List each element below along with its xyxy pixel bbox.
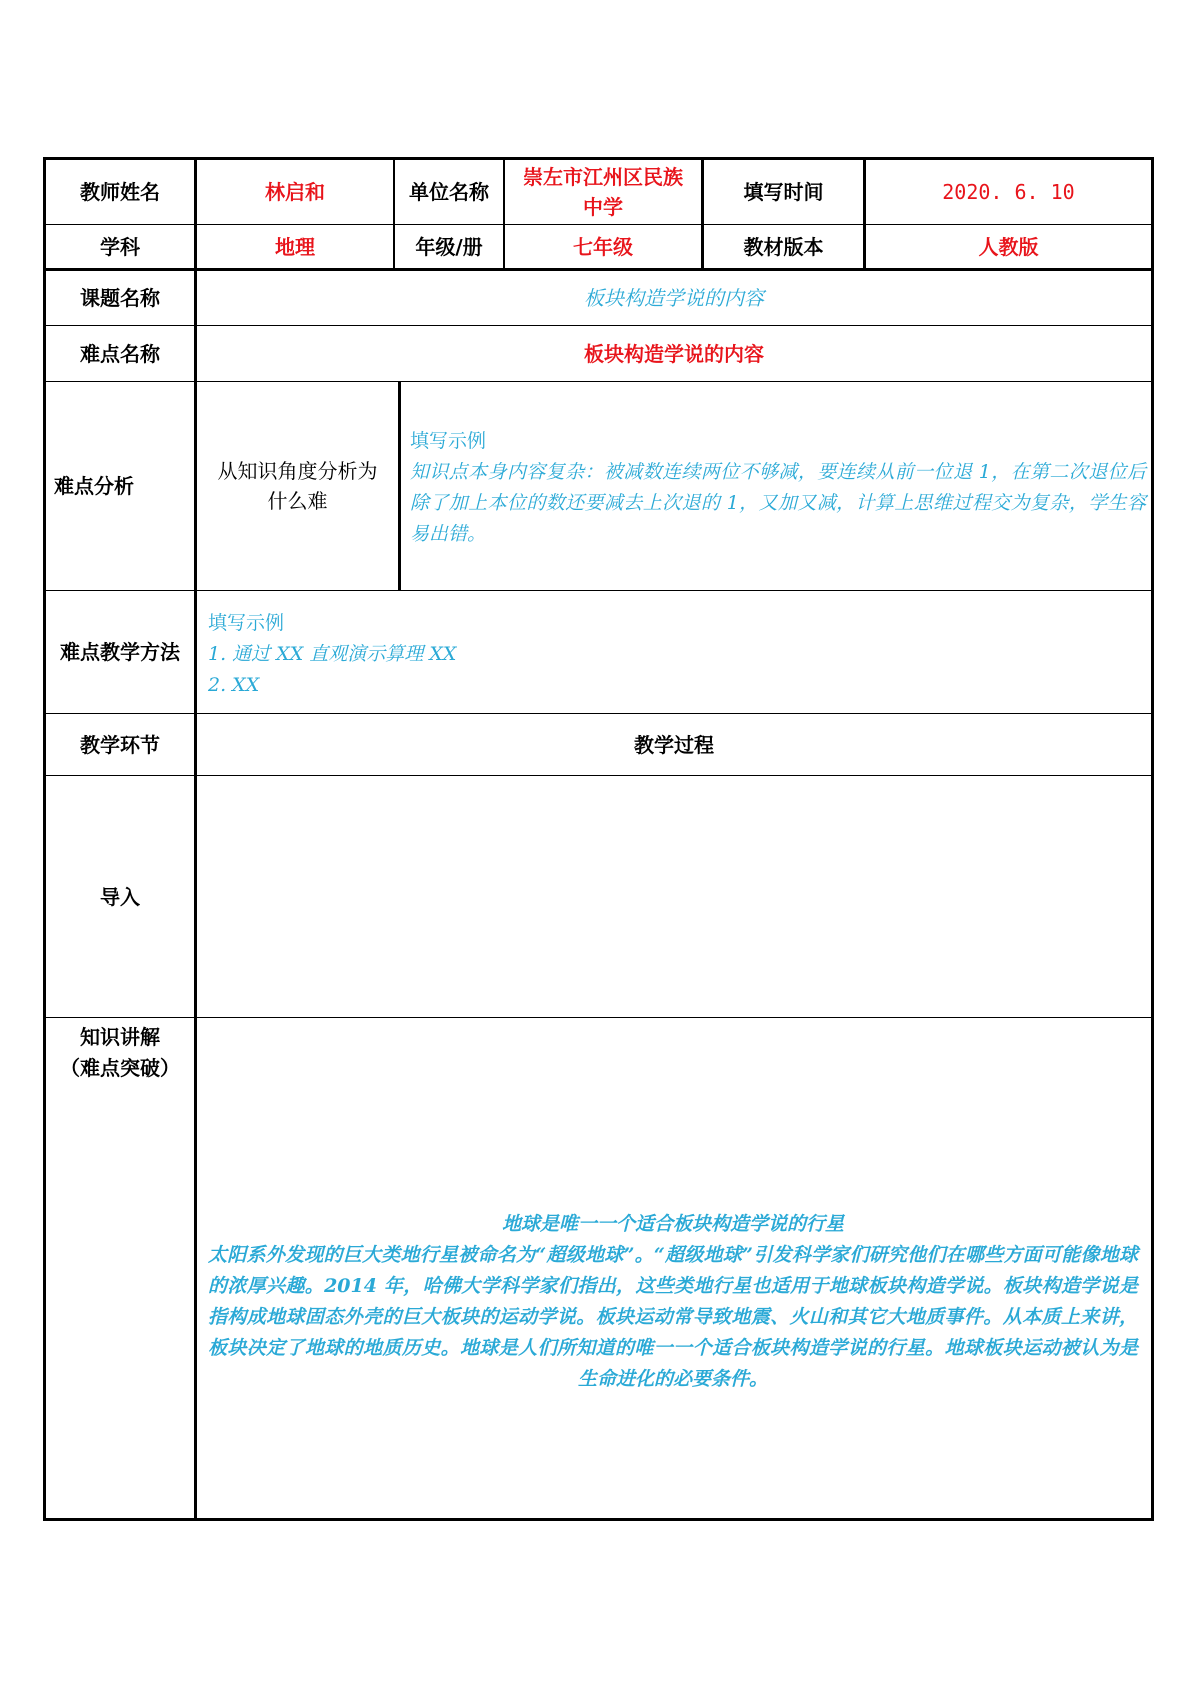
topic-value: 板块构造学说的内容 (584, 286, 764, 310)
teacher-name-label: 教师姓名 (80, 180, 160, 204)
edition-label: 教材版本 (743, 234, 824, 259)
grade-label: 年级/册 (415, 234, 483, 259)
teacher-name-value: 林启和 (265, 180, 325, 204)
subject-label: 学科 (100, 234, 140, 259)
edition-value: 人教版 (978, 234, 1039, 259)
explain-label-line2: （难点突破） (60, 1056, 180, 1080)
intro-content (197, 776, 1151, 1017)
difficulty-value: 板块构造学说的内容 (584, 341, 764, 366)
fill-date-value: 2020. 6. 10 (942, 180, 1075, 204)
explain-body: 太阳系外发现的巨大类地行星被命名为“超级地球”。“超级地球”引发科学家们研究他们在哪些方面可能像地球的浓厚兴趣。2014 年，哈佛大学科学家们指出，这些类地行星也适用于地球板块构造学说。板块构造学说是指构成地球固态外壳的巨大板块的运动学说。板块运动常导致地震、火山和其它大地质事件。从本质上来讲，板块决定了地球的地质历史。地球是人们所知道的唯一一个适合板块构造学说的行星。地球板块运动被认为是生命进化的必要条件。 (208, 1244, 1138, 1390)
method-item: 1. 通过 XX 直观演示算理 XX (208, 643, 457, 665)
analysis-example (410, 426, 1146, 550)
analysis-label: 难点分析 (54, 474, 134, 498)
unit-name-label: 单位名称 (409, 180, 489, 204)
difficulty-label: 难点名称 (80, 341, 160, 366)
process-label: 教学过程 (634, 732, 714, 757)
analysis-example-heading: 填写示例 (410, 430, 487, 452)
topic-label: 课题名称 (80, 286, 160, 310)
lesson-plan-table (43, 157, 1154, 1521)
explain-title: 地球是唯一一个适合板块构造学说的行星 (501, 1213, 844, 1235)
grade-value: 七年级 (573, 234, 633, 259)
explain-label (46, 1022, 194, 1084)
stage-label: 教学环节 (80, 732, 160, 757)
explain-content (208, 1209, 1138, 1395)
fill-date-label: 填写时间 (743, 180, 824, 204)
unit-name-value: 崇左市江州区民族中学 (523, 165, 683, 219)
method-example-heading: 填写示例 (208, 612, 285, 634)
method-example (208, 608, 1138, 701)
explain-label-line1: 知识讲解 (80, 1025, 160, 1049)
subject-value: 地理 (275, 234, 315, 259)
intro-label: 导入 (100, 884, 140, 909)
method-item: 2. XX (208, 674, 260, 696)
analysis-sub-label: 从知识角度分析为什么难 (217, 459, 378, 513)
analysis-example-text: 知识点本身内容复杂：被减数连续两位不够减，要连续从前一位退 1，在第二次退位后除了加上本位的数还要减去上次退的 1，又加又减，计算上思维过程交为复杂，学生容易出错。 (410, 461, 1146, 545)
method-label: 难点教学方法 (60, 640, 180, 664)
